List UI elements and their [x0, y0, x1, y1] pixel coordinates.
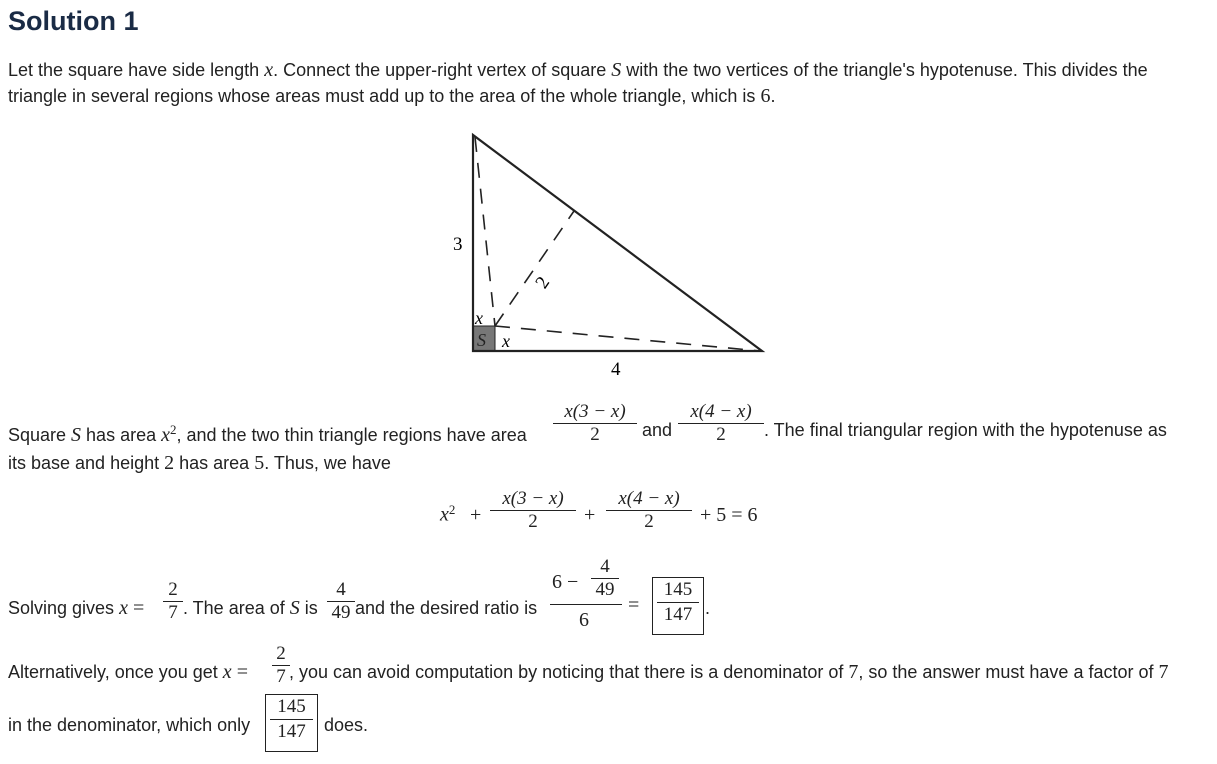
- areas-text: . Thus, we have: [264, 453, 391, 473]
- alt-x-fraction: [272, 643, 290, 688]
- math-var: S: [71, 424, 82, 446]
- math-exponent: 2: [448, 502, 456, 517]
- fraction-denominator: 2: [553, 423, 637, 446]
- fraction-numerator: x(4 − x): [690, 401, 752, 422]
- intro-text: with the two vertices of the triangle's hypotenuse. This divides the: [621, 60, 1148, 80]
- areas-line-1-left: [8, 417, 527, 448]
- intro-line-1: [8, 57, 1148, 83]
- ratio-equals: =: [628, 594, 640, 616]
- math-var: S: [611, 59, 622, 81]
- fraction-numerator: x(3 − x): [502, 488, 564, 509]
- alt-text: Alternatively, once you get: [8, 662, 223, 682]
- ratio-fraction-bar: [550, 604, 622, 605]
- fraction-numerator: 2: [276, 643, 286, 664]
- math-value: 5: [254, 452, 265, 474]
- intro-text: triangle in several regions whose areas must add up to the area of the whole triangle, which is: [8, 86, 761, 106]
- fraction-numerator: x(3 − x): [564, 401, 626, 422]
- fraction-denominator: 49: [327, 601, 355, 624]
- fraction-3-minus-x: [553, 401, 637, 446]
- fraction-denominator: 7: [272, 665, 290, 688]
- dashed-height-line: [495, 211, 574, 326]
- label-3: 3: [453, 234, 463, 255]
- solving-text: is: [299, 598, 318, 618]
- areas-text: has area: [174, 453, 255, 473]
- math-equals: =: [236, 661, 248, 683]
- answer-numerator: 145: [663, 579, 693, 600]
- alt-text: , so the answer must have a factor of: [858, 662, 1159, 682]
- areas-text: has area: [81, 425, 162, 445]
- answer-box: [652, 577, 704, 635]
- label-4: 4: [611, 359, 621, 380]
- dashed-line-left: [475, 137, 495, 326]
- math-value: 6: [760, 85, 771, 107]
- alt-answer-box: [265, 694, 318, 752]
- x-value-fraction: [163, 579, 183, 624]
- areas-text: its base and height: [8, 453, 165, 473]
- fraction-4-minus-x: [678, 401, 764, 446]
- fraction-denominator: 7: [163, 601, 183, 624]
- math-exponent: 2: [170, 422, 177, 437]
- math-value: 7: [848, 661, 859, 683]
- label-x-bottom: x: [502, 331, 510, 351]
- alt-line-2-b: does.: [324, 715, 369, 735]
- ratio-six-minus: 6 −: [552, 571, 579, 593]
- math-var: x: [119, 597, 128, 619]
- math-var: S: [289, 597, 300, 619]
- ratio-inner-fraction: [591, 556, 619, 601]
- areas-text: , and the two thin triangle regions have area: [176, 425, 527, 445]
- solving-text: Solving gives: [8, 598, 120, 618]
- dashed-line-bottom: [495, 326, 760, 351]
- right-triangle: [473, 135, 762, 351]
- math-value: 2: [164, 452, 175, 474]
- triangle-figure: [440, 125, 780, 385]
- area-s-fraction: [327, 579, 355, 624]
- label-2: 2: [531, 272, 555, 293]
- fraction-denominator: 2: [678, 423, 764, 446]
- ratio-denominator: 6: [579, 609, 589, 631]
- label-x-side: x: [475, 308, 483, 328]
- and-text: and: [642, 420, 673, 440]
- fraction-denominator: 2: [490, 510, 576, 533]
- equation-fraction-1: [490, 488, 576, 533]
- intro-text: Let the square have side length: [8, 60, 265, 80]
- solving-text: . The area of: [183, 598, 290, 618]
- fraction-denominator: 49: [591, 578, 619, 601]
- alt-text-b: [289, 659, 1169, 685]
- alt-text-a: [8, 659, 253, 685]
- math-var: x: [161, 424, 170, 446]
- answer-denominator: 147: [657, 602, 699, 627]
- solving-text-b: [183, 595, 318, 621]
- fraction-denominator: 2: [606, 510, 692, 533]
- fraction-numerator: x(4 − x): [618, 488, 680, 509]
- solving-text-a: [8, 595, 149, 621]
- answer-numerator: 145: [277, 696, 306, 717]
- equation-plus-2: +: [584, 504, 596, 526]
- equation-x-squared: [440, 502, 455, 526]
- fraction-numerator: 4: [336, 579, 346, 600]
- equation-plus-1: +: [470, 504, 482, 526]
- areas-text: Square: [8, 425, 72, 445]
- areas-line-1-right: . The final triangular region with the hypotenuse as: [764, 420, 1167, 440]
- areas-line-2: [8, 450, 391, 476]
- alt-line-2-a: in the denominator, which only: [8, 715, 251, 735]
- solution-heading: Solution 1: [8, 6, 139, 36]
- alt-text: , you can avoid computation by noticing that there is a denominator of: [289, 662, 849, 682]
- fraction-numerator: 4: [600, 556, 610, 577]
- equation-tail: + 5 = 6: [700, 504, 758, 526]
- equation-fraction-2: [606, 488, 692, 533]
- intro-text: . Connect the upper-right vertex of square: [273, 60, 612, 80]
- math-var: x: [440, 503, 449, 526]
- fraction-numerator: 2: [168, 579, 178, 600]
- intro-line-2: [8, 83, 775, 109]
- solving-period: .: [705, 598, 711, 618]
- math-value: 7: [1158, 661, 1169, 683]
- label-s: S: [477, 330, 486, 350]
- answer-denominator: 147: [270, 719, 313, 744]
- math-equals: =: [132, 597, 145, 619]
- solving-text-d: and the desired ratio is: [355, 598, 538, 618]
- math-var: x: [264, 59, 274, 81]
- math-var: x: [222, 661, 232, 683]
- intro-text: .: [770, 86, 776, 106]
